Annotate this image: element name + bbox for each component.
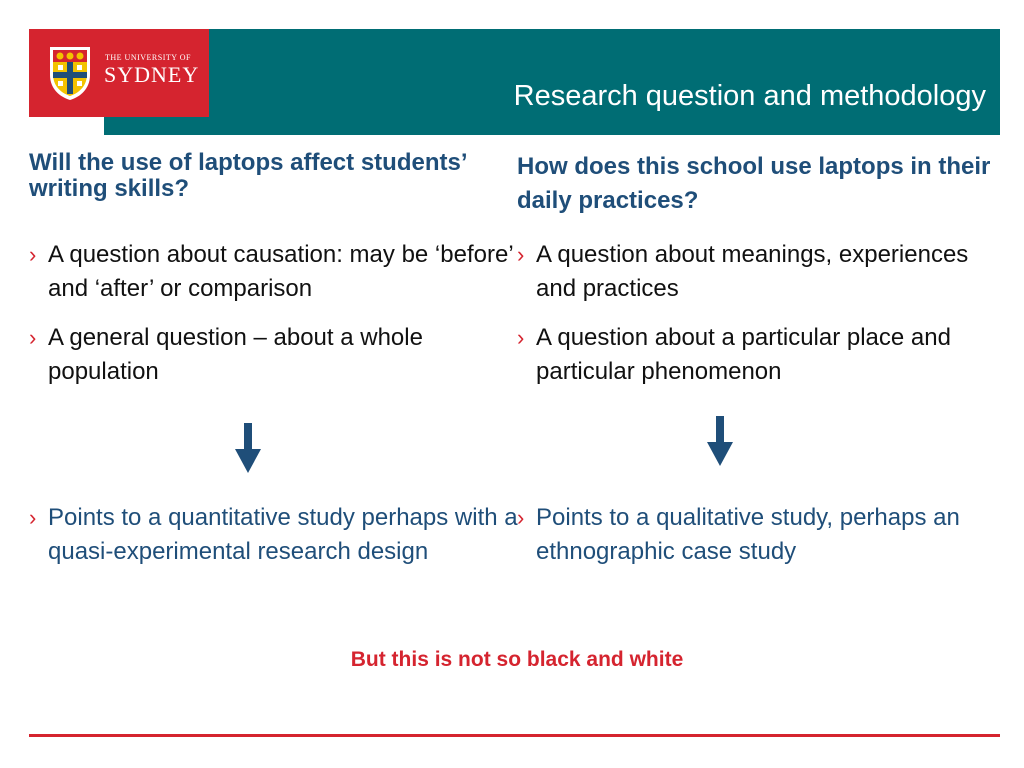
list-item bbox=[517, 501, 1007, 569]
left-bullet-list bbox=[29, 238, 519, 404]
right-question-heading: How does this school use laptops in their daily practices? bbox=[517, 153, 991, 214]
logo-sydney: SYDNEY bbox=[104, 62, 200, 87]
bullet-chevron-icon: › bbox=[517, 242, 525, 267]
footnote: But this is not so black and white bbox=[350, 648, 684, 671]
slide-title: Research question and methodology bbox=[513, 80, 986, 112]
list-item bbox=[517, 238, 1007, 306]
bullet-chevron-icon: › bbox=[517, 505, 525, 530]
footer-divider bbox=[29, 734, 1000, 737]
bullet-text: A question about meanings, experiences and practices bbox=[536, 241, 969, 302]
bullet-chevron-icon: › bbox=[517, 325, 525, 350]
title-bar bbox=[104, 29, 1000, 135]
right-result-list bbox=[517, 501, 1007, 569]
bullet-text: A question about causation: may be ‘before’ and ‘after’ or comparison bbox=[48, 241, 513, 302]
right-bullet-list bbox=[517, 238, 1007, 404]
list-item bbox=[29, 321, 519, 389]
crest-icon bbox=[48, 45, 92, 101]
list-item bbox=[29, 501, 519, 569]
logo-university-of: THE UNIVERSITY OF bbox=[105, 53, 191, 62]
left-result-text: Points to a quantitative study perhaps with a quasi-experimental research design bbox=[48, 504, 518, 565]
list-item bbox=[29, 238, 519, 306]
right-result-text: Points to a qualitative study, perhaps an ethnographic case study bbox=[536, 504, 960, 565]
left-question-heading: Will the use of laptops affect students’ writing skills? bbox=[29, 149, 467, 202]
left-result-list bbox=[29, 501, 519, 569]
list-item bbox=[517, 321, 1007, 389]
bullet-text: A question about a particular place and particular phenomenon bbox=[536, 324, 951, 385]
bullet-chevron-icon: › bbox=[29, 505, 37, 530]
down-arrow-icon bbox=[706, 416, 734, 466]
down-arrow-icon bbox=[234, 423, 262, 473]
bullet-text: A general question – about a whole population bbox=[48, 324, 423, 385]
bullet-chevron-icon: › bbox=[29, 325, 37, 350]
bullet-chevron-icon: › bbox=[29, 242, 37, 267]
university-logo bbox=[29, 29, 209, 117]
